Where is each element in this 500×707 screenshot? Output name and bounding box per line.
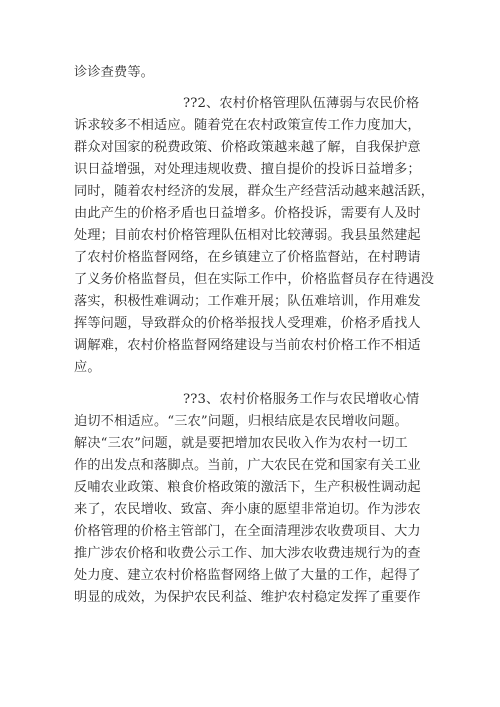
text-line: 同时，随着农村经济的发展，群众生产经营活动越来越活跃， (74, 184, 435, 199)
paragraph-start-line: ??3、农村价格服务工作与农民增收心情 (183, 392, 420, 407)
text-line: 处力度、建立农村价格监督网络上做了大量的工作，起得了 (74, 568, 421, 583)
text-line: 处理；目前农村价格管理队伍相对比较薄弱。我县虽然建起 (74, 228, 421, 243)
text-line: 诊诊查费等。 (74, 65, 155, 80)
text-line: 应。 (74, 360, 101, 375)
text-line: 价格管理的价格主管部门，在全面清理涉农收费项目、大力 (74, 524, 421, 539)
text-line: 明显的成效，为保护农民利益、维护农村稳定发挥了重要作 (74, 590, 421, 605)
text-line: 群众对国家的税费政策、价格政策越来越了解，自我保护意 (74, 140, 421, 155)
text-line: 了义务价格监督员，但在实际工作中，价格监督员存在待遇没 (74, 272, 435, 287)
text-line: 推广涉农价格和收费公示工作、加大涉农收费违规行为的查 (74, 546, 421, 561)
text-line: 反哺农业政策、粮食价格政策的激活下，生产积极性调动起 (74, 480, 421, 495)
text-line: 调解难，农村价格监督网络建设与当前农村价格工作不相适 (74, 338, 421, 353)
text-line: 了农村价格监督网络，在乡镇建立了价格监督站，在村聘请 (74, 250, 421, 265)
text-line: 诉求较多不相适应。随着党在农村政策宣传工作力度加大， (74, 118, 421, 133)
text-line: 识日益增强，对处理违规收费、擅自提价的投诉日益增多； (74, 162, 421, 177)
text-line: 落实，积极性难调动；工作难开展；队伍难培训，作用难发 (74, 294, 421, 309)
text-line: 作的出发点和落脚点。当前，广大农民在党和国家有关工业 (74, 458, 421, 473)
text-line: 来了，农民增收、致富、奔小康的愿望非常迫切。作为涉农 (74, 502, 421, 517)
text-line: 解决“三农”问题，就是要把增加农民收入作为农村一切工 (74, 436, 408, 451)
text-line: 挥等问题，导致群众的价格举报找人受理难，价格矛盾找人 (74, 316, 421, 331)
text-line: 迫切不相适应。“三农”问题，归根结底是农民增收问题。 (74, 414, 408, 429)
text-line: 由此产生的价格矛盾也日益增多。价格投诉，需要有人及时 (74, 206, 421, 221)
paragraph-start-line: ??2、农村价格管理队伍薄弱与农民价格 (183, 96, 420, 111)
